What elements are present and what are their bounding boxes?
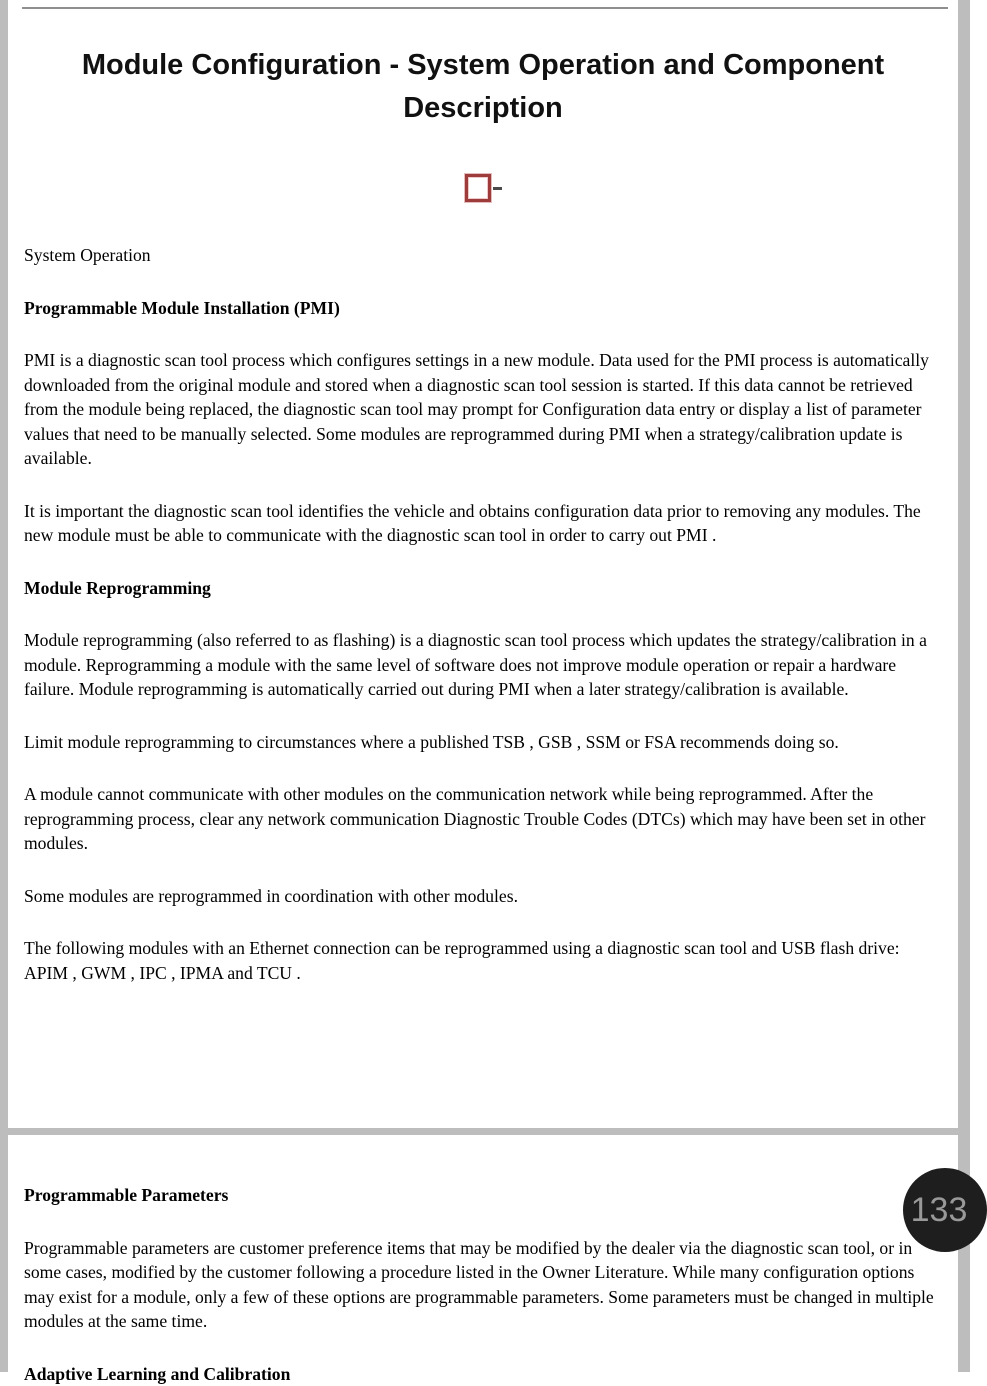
paragraph-reprogramming-1: Module reprogramming (also referred to as flashing) is a diagnostic scan tool process which updates the strategy/calibration in a module. Reprogramming a module with the same level of software does not improve module operation or repair a hardware failure. Module reprogramming is automatically carried out during PMI when a later strategy/calibration is available. bbox=[24, 628, 942, 702]
figure-row bbox=[8, 174, 958, 203]
heading-programmable-module-installation: Programmable Module Installation (PMI) bbox=[24, 296, 942, 321]
section-label-system-operation: System Operation bbox=[24, 243, 942, 268]
paragraph-pmi-1: PMI is a diagnostic scan tool process which configures settings in a new module. Data used for the PMI process is automatically downloaded from the original module and stored when a diagnostic scan tool session is started. If this data cannot be retrieved from the module being replaced, the diagnostic scan tool may prompt for Configuration data entry or display a list of parameter values that need to be manually selected. Some modules are reprogrammed during PMI when a strategy/calibration update is available. bbox=[24, 348, 942, 471]
document-page-2 bbox=[8, 1135, 958, 1372]
heading-module-reprogramming: Module Reprogramming bbox=[24, 576, 942, 601]
page-title: Module Configuration - System Operation and Component Description bbox=[73, 44, 893, 130]
page1-text-column bbox=[8, 243, 958, 985]
broken-image-icon bbox=[465, 174, 491, 202]
paragraph-programmable-parameters: Programmable parameters are customer preference items that may be modified by the dealer via the diagnostic scan tool, or in some cases, modified by the customer following a procedure listed in the Owner Literature. While many configuration options may exist for a module, only a few of these options are programmable parameters. Some parameters must be changed in multiple modules at the same time. bbox=[24, 1236, 942, 1334]
page-number-badge[interactable] bbox=[903, 1168, 987, 1252]
paragraph-reprogramming-3: A module cannot communicate with other modules on the communication network while being reprogrammed. After the reprogramming process, clear any network communication Diagnostic Trouble Codes (DTCs) which may have been set in other modules. bbox=[24, 782, 942, 856]
heading-programmable-parameters: Programmable Parameters bbox=[24, 1183, 942, 1208]
heading-adaptive-learning-and-calibration: Adaptive Learning and Calibration bbox=[24, 1362, 942, 1386]
paragraph-pmi-2: It is important the diagnostic scan tool identifies the vehicle and obtains configuration data prior to removing any modules. The new module must be able to communicate with the diagnostic scan tool in order to carry out PMI . bbox=[24, 499, 942, 548]
paragraph-reprogramming-4: Some modules are reprogrammed in coordination with other modules. bbox=[24, 884, 942, 909]
paragraph-reprogramming-2: Limit module reprogramming to circumstances where a published TSB , GSB , SSM or FSA recommends doing so. bbox=[24, 730, 942, 755]
page-number-label: 133 bbox=[911, 1191, 980, 1230]
broken-image-alt-dash bbox=[493, 187, 502, 190]
document-page-1 bbox=[8, 0, 958, 1128]
paragraph-reprogramming-5: The following modules with an Ethernet connection can be reprogrammed using a diagnostic scan tool and USB flash drive: APIM , GWM , IPC , IPMA and TCU . bbox=[24, 936, 942, 985]
page-top-divider bbox=[22, 7, 948, 9]
page2-text-column bbox=[8, 1135, 958, 1386]
